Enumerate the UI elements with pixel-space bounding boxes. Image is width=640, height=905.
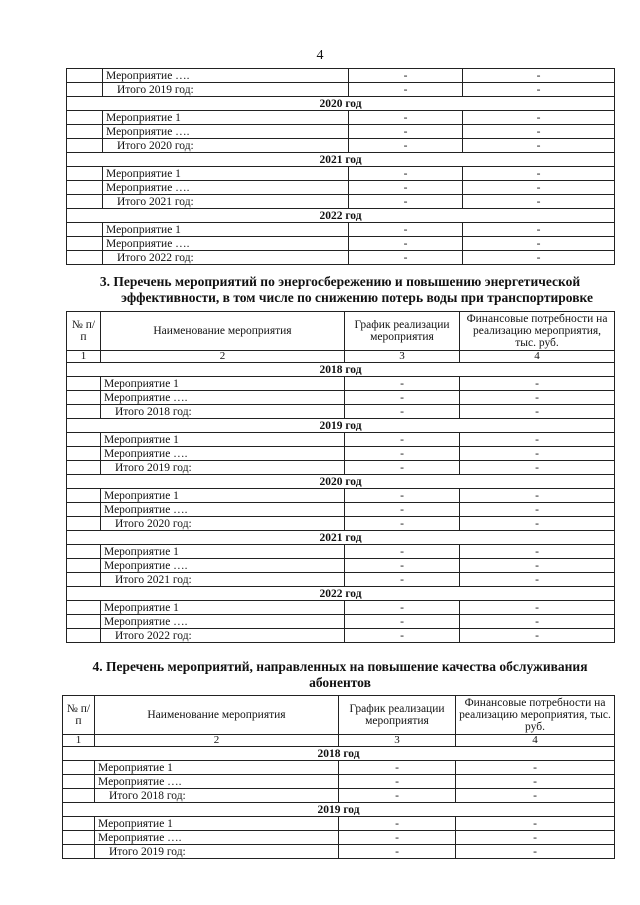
year-row bbox=[67, 97, 615, 111]
table-row bbox=[67, 559, 615, 573]
table-row bbox=[67, 447, 615, 461]
year-total: Итого 2019 год: bbox=[103, 83, 349, 97]
finance-cell: - bbox=[460, 629, 615, 643]
table-row bbox=[63, 761, 615, 775]
schedule-cell: - bbox=[345, 447, 460, 461]
schedule-cell: - bbox=[349, 223, 463, 237]
table-row bbox=[67, 629, 615, 643]
finance-cell: - bbox=[463, 223, 615, 237]
schedule-cell: - bbox=[345, 629, 460, 643]
year-heading: 2019 год bbox=[67, 419, 615, 433]
finance-cell: - bbox=[463, 83, 615, 97]
schedule-cell: - bbox=[345, 433, 460, 447]
finance-cell: - bbox=[456, 775, 615, 789]
event-name: Мероприятие 1 bbox=[103, 167, 349, 181]
year-total: Итого 2018 год: bbox=[101, 405, 345, 419]
column-number: 4 bbox=[456, 735, 615, 747]
schedule-cell: - bbox=[345, 559, 460, 573]
table-row bbox=[63, 845, 615, 859]
schedule-cell: - bbox=[339, 845, 456, 859]
column-number: 1 bbox=[67, 351, 101, 363]
finance-cell: - bbox=[463, 111, 615, 125]
header-name: Наименование мероприятия bbox=[95, 696, 339, 735]
finance-cell: - bbox=[460, 503, 615, 517]
schedule-cell: - bbox=[345, 489, 460, 503]
finance-cell: - bbox=[460, 517, 615, 531]
event-name: Мероприятие 1 bbox=[101, 489, 345, 503]
year-total: Итого 2021 год: bbox=[101, 573, 345, 587]
event-name: Мероприятие …. bbox=[101, 559, 345, 573]
schedule-cell: - bbox=[349, 251, 463, 265]
section-3-title-line1: 3. Перечень мероприятий по энергосбережению и повышению энергетической bbox=[99, 274, 581, 289]
event-name: Мероприятие 1 bbox=[95, 761, 339, 775]
year-heading: 2021 год bbox=[67, 153, 615, 167]
year-total: Итого 2019 год: bbox=[101, 461, 345, 475]
finance-cell: - bbox=[463, 251, 615, 265]
event-name: Мероприятие 1 bbox=[101, 545, 345, 559]
year-heading: 2018 год bbox=[63, 747, 615, 761]
section-4-title-line1: 4. Перечень мероприятий, направленных на повышение качества обслуживания bbox=[92, 659, 588, 674]
table-row bbox=[67, 545, 615, 559]
finance-cell: - bbox=[456, 789, 615, 803]
schedule-cell: - bbox=[345, 461, 460, 475]
table-row bbox=[67, 615, 615, 629]
page-number: 4 bbox=[316, 48, 324, 63]
schedule-cell: - bbox=[349, 83, 463, 97]
finance-cell: - bbox=[463, 139, 615, 153]
year-heading: 2019 год bbox=[63, 803, 615, 817]
year-heading: 2021 год bbox=[67, 531, 615, 545]
finance-cell: - bbox=[463, 181, 615, 195]
year-total: Итого 2022 год: bbox=[103, 251, 349, 265]
event-name: Мероприятие …. bbox=[101, 615, 345, 629]
header-num: № п/п bbox=[67, 312, 101, 351]
event-name: Мероприятие 1 bbox=[95, 817, 339, 831]
table-row bbox=[67, 111, 615, 125]
schedule-cell: - bbox=[345, 503, 460, 517]
schedule-cell: - bbox=[345, 391, 460, 405]
finance-cell: - bbox=[460, 615, 615, 629]
header-row bbox=[63, 696, 615, 735]
finance-cell: - bbox=[456, 831, 615, 845]
table-row bbox=[67, 405, 615, 419]
table-row bbox=[63, 789, 615, 803]
table-row bbox=[67, 433, 615, 447]
year-total: Итого 2018 год: bbox=[95, 789, 339, 803]
finance-cell: - bbox=[456, 761, 615, 775]
schedule-cell: - bbox=[345, 601, 460, 615]
finance-cell: - bbox=[463, 167, 615, 181]
schedule-cell: - bbox=[345, 545, 460, 559]
schedule-cell: - bbox=[345, 573, 460, 587]
year-total: Итого 2020 год: bbox=[103, 139, 349, 153]
schedule-cell: - bbox=[349, 181, 463, 195]
year-total: Итого 2022 год: bbox=[101, 629, 345, 643]
table-section-3 bbox=[66, 311, 615, 643]
section-3-title bbox=[70, 274, 610, 306]
schedule-cell: - bbox=[349, 139, 463, 153]
column-number: 1 bbox=[63, 735, 95, 747]
column-number-row bbox=[67, 351, 615, 363]
table-row bbox=[63, 775, 615, 789]
header-row bbox=[67, 312, 615, 351]
column-number: 2 bbox=[95, 735, 339, 747]
finance-cell: - bbox=[456, 817, 615, 831]
schedule-cell: - bbox=[339, 775, 456, 789]
schedule-cell: - bbox=[349, 167, 463, 181]
table-row bbox=[67, 573, 615, 587]
table-section-4 bbox=[62, 695, 615, 859]
table-row bbox=[67, 125, 615, 139]
table-row bbox=[67, 377, 615, 391]
column-number: 4 bbox=[460, 351, 615, 363]
column-number: 2 bbox=[101, 351, 345, 363]
finance-cell: - bbox=[460, 573, 615, 587]
year-heading: 2022 год bbox=[67, 209, 615, 223]
table-row bbox=[67, 251, 615, 265]
event-name: Мероприятие …. bbox=[101, 503, 345, 517]
finance-cell: - bbox=[460, 447, 615, 461]
schedule-cell: - bbox=[349, 69, 463, 83]
schedule-cell: - bbox=[339, 761, 456, 775]
table-row bbox=[67, 223, 615, 237]
column-number: 3 bbox=[339, 735, 456, 747]
table-row bbox=[67, 517, 615, 531]
table-row bbox=[63, 831, 615, 845]
table-continuation bbox=[66, 68, 615, 265]
finance-cell: - bbox=[460, 545, 615, 559]
year-row bbox=[67, 531, 615, 545]
year-heading: 2020 год bbox=[67, 475, 615, 489]
year-total: Итого 2020 год: bbox=[101, 517, 345, 531]
table-row bbox=[67, 195, 615, 209]
event-name: Мероприятие …. bbox=[103, 181, 349, 195]
schedule-cell: - bbox=[339, 817, 456, 831]
schedule-cell: - bbox=[339, 831, 456, 845]
year-heading: 2020 год bbox=[67, 97, 615, 111]
event-name: Мероприятие 1 bbox=[101, 433, 345, 447]
schedule-cell: - bbox=[349, 195, 463, 209]
finance-cell: - bbox=[460, 391, 615, 405]
schedule-cell: - bbox=[349, 125, 463, 139]
year-row bbox=[67, 209, 615, 223]
table-row bbox=[67, 237, 615, 251]
section-4-title-line2: абонентов bbox=[309, 675, 371, 690]
schedule-cell: - bbox=[345, 517, 460, 531]
table-row bbox=[67, 601, 615, 615]
header-name: Наименование мероприятия bbox=[101, 312, 345, 351]
event-name: Мероприятие 1 bbox=[103, 111, 349, 125]
finance-cell: - bbox=[460, 559, 615, 573]
finance-cell: - bbox=[456, 845, 615, 859]
year-heading: 2022 год bbox=[67, 587, 615, 601]
header-finance: Финансовые потребности на реализацию мероприятия, тыс. руб. bbox=[460, 312, 615, 351]
column-number: 3 bbox=[345, 351, 460, 363]
table-row bbox=[67, 83, 615, 97]
year-row bbox=[67, 363, 615, 377]
table-row bbox=[67, 69, 615, 83]
header-finance: Финансовые потребности на реализацию мероприятия, тыс. руб. bbox=[456, 696, 615, 735]
table-row bbox=[67, 167, 615, 181]
column-number-row bbox=[63, 735, 615, 747]
schedule-cell: - bbox=[349, 111, 463, 125]
event-name: Мероприятие …. bbox=[103, 69, 349, 83]
year-row bbox=[67, 475, 615, 489]
finance-cell: - bbox=[460, 461, 615, 475]
finance-cell: - bbox=[460, 405, 615, 419]
year-row bbox=[67, 419, 615, 433]
event-name: Мероприятие 1 bbox=[103, 223, 349, 237]
event-name: Мероприятие …. bbox=[103, 237, 349, 251]
header-num: № п/п bbox=[63, 696, 95, 735]
schedule-cell: - bbox=[339, 789, 456, 803]
event-name: Мероприятие 1 bbox=[101, 377, 345, 391]
year-total: Итого 2019 год: bbox=[95, 845, 339, 859]
year-total: Итого 2021 год: bbox=[103, 195, 349, 209]
event-name: Мероприятие 1 bbox=[101, 601, 345, 615]
section-3-title-line2: эффективности, в том числе по снижению потерь воды при транспортировке bbox=[121, 290, 593, 305]
year-row bbox=[63, 747, 615, 761]
event-name: Мероприятие …. bbox=[103, 125, 349, 139]
table-row bbox=[67, 139, 615, 153]
finance-cell: - bbox=[463, 195, 615, 209]
table-row bbox=[63, 817, 615, 831]
finance-cell: - bbox=[463, 125, 615, 139]
year-row bbox=[63, 803, 615, 817]
finance-cell: - bbox=[460, 433, 615, 447]
event-name: Мероприятие …. bbox=[101, 391, 345, 405]
table-row bbox=[67, 503, 615, 517]
year-heading: 2018 год bbox=[67, 363, 615, 377]
finance-cell: - bbox=[460, 377, 615, 391]
event-name: Мероприятие …. bbox=[101, 447, 345, 461]
header-schedule: График реализации мероприятия bbox=[345, 312, 460, 351]
event-name: Мероприятие …. bbox=[95, 775, 339, 789]
schedule-cell: - bbox=[345, 377, 460, 391]
year-row bbox=[67, 587, 615, 601]
schedule-cell: - bbox=[345, 615, 460, 629]
event-name: Мероприятие …. bbox=[95, 831, 339, 845]
finance-cell: - bbox=[463, 237, 615, 251]
year-row bbox=[67, 153, 615, 167]
table-row bbox=[67, 461, 615, 475]
header-schedule: График реализации мероприятия bbox=[339, 696, 456, 735]
finance-cell: - bbox=[463, 69, 615, 83]
schedule-cell: - bbox=[349, 237, 463, 251]
finance-cell: - bbox=[460, 601, 615, 615]
table-row bbox=[67, 181, 615, 195]
table-row bbox=[67, 391, 615, 405]
section-4-title bbox=[70, 659, 610, 691]
finance-cell: - bbox=[460, 489, 615, 503]
schedule-cell: - bbox=[345, 405, 460, 419]
table-row bbox=[67, 489, 615, 503]
